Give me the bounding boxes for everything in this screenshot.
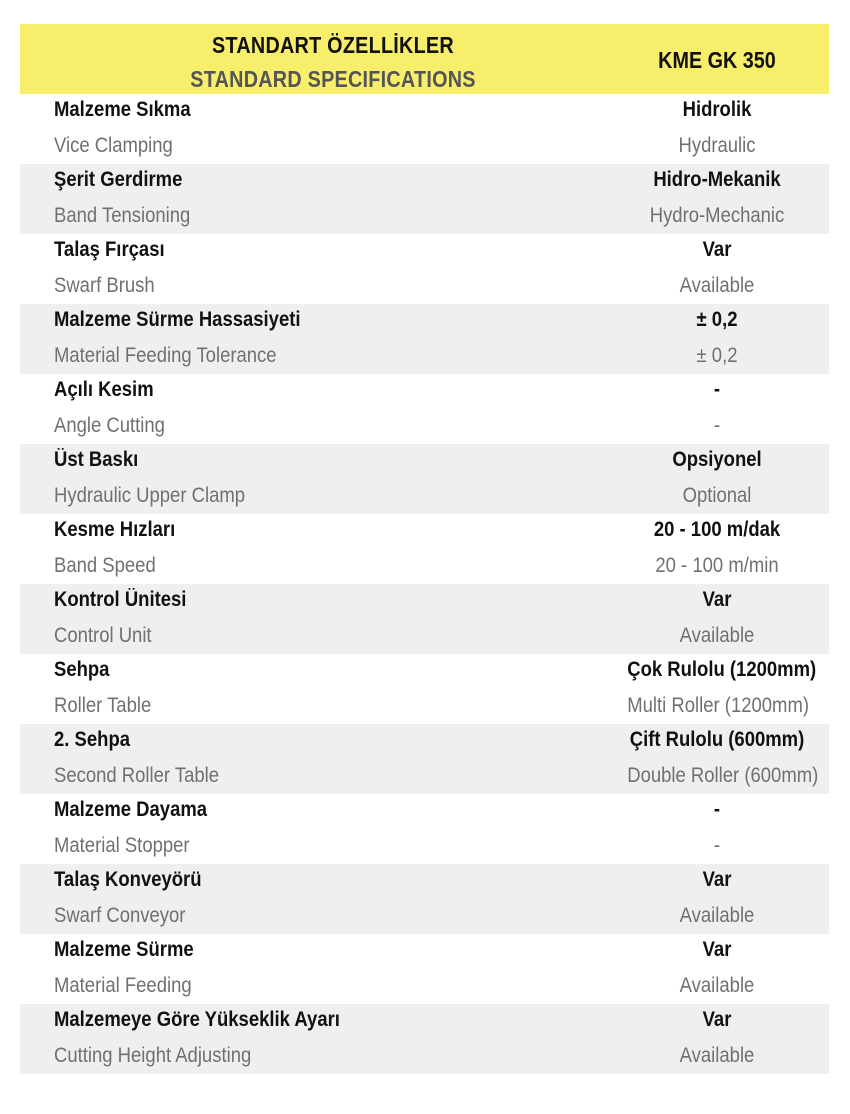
spec-row xyxy=(20,584,829,654)
spec-value-en: ± 0,2 xyxy=(696,344,738,367)
spec-row xyxy=(20,864,829,934)
spec-value-tr: Var xyxy=(702,588,732,611)
spec-value-tr: Var xyxy=(702,238,732,261)
spec-value-en: Optional xyxy=(682,484,752,507)
spec-value-tr: Opsiyonel xyxy=(672,448,762,471)
spec-label-en: Swarf Conveyor xyxy=(54,904,186,927)
spec-label-en: Hydraulic Upper Clamp xyxy=(54,484,246,507)
spec-row xyxy=(20,164,829,234)
spec-label-tr: Sehpa xyxy=(54,658,110,681)
spec-value-tr: Var xyxy=(702,938,732,961)
spec-label-en: Material Feeding xyxy=(54,974,192,997)
spec-label-en: Control Unit xyxy=(54,624,152,647)
spec-row xyxy=(20,444,829,514)
spec-value-tr: - xyxy=(713,378,721,401)
spec-label-en: Band Tensioning xyxy=(54,204,191,227)
spec-value-en: Double Roller (600mm) xyxy=(627,764,819,787)
header-title-tr: STANDART ÖZELLİKLER xyxy=(212,32,454,58)
spec-label-tr: Talaş Fırçası xyxy=(54,238,165,261)
spec-value-en: - xyxy=(713,834,721,857)
spec-value-tr: Hidrolik xyxy=(682,98,752,121)
spec-row xyxy=(20,724,829,794)
spec-label-tr: Kontrol Ünitesi xyxy=(54,588,187,611)
spec-value-tr: ± 0,2 xyxy=(696,308,738,331)
spec-row xyxy=(20,234,829,304)
header-title-en: STANDARD SPECIFICATIONS xyxy=(190,66,476,92)
spec-row xyxy=(20,1004,829,1074)
spec-value-en: Multi Roller (1200mm) xyxy=(627,694,810,717)
spec-label-en: Roller Table xyxy=(54,694,152,717)
spec-value-en: 20 - 100 m/min xyxy=(655,554,779,577)
spec-row xyxy=(20,514,829,584)
spec-row xyxy=(20,304,829,374)
spec-value-tr: Hidro-Mekanik xyxy=(653,168,781,191)
spec-value-en: Available xyxy=(679,1044,755,1067)
spec-row xyxy=(20,794,829,864)
spec-label-tr: Kesme Hızları xyxy=(54,518,176,541)
spec-value-en: Available xyxy=(679,624,755,647)
spec-label-en: Band Speed xyxy=(54,554,156,577)
spec-row xyxy=(20,654,829,724)
spec-value-en: Available xyxy=(679,904,755,927)
spec-row xyxy=(20,934,829,1004)
header-model: KME GK 350 xyxy=(658,47,776,73)
spec-value-en: Hydro-Mechanic xyxy=(649,204,785,227)
spec-value-tr: Çok Rulolu (1200mm) xyxy=(627,658,817,681)
spec-label-en: Swarf Brush xyxy=(54,274,155,297)
spec-value-tr: Var xyxy=(702,1008,732,1031)
spec-label-tr: Malzemeye Göre Yükseklik Ayarı xyxy=(54,1008,340,1031)
spec-value-tr: Çift Rulolu (600mm) xyxy=(629,728,805,751)
spec-value-tr: - xyxy=(713,798,721,821)
spec-rows xyxy=(20,94,829,1074)
table-header xyxy=(20,24,829,94)
spec-value-en: Available xyxy=(679,974,755,997)
spec-row xyxy=(20,374,829,444)
spec-label-tr: Malzeme Dayama xyxy=(54,798,208,821)
spec-label-en: Vice Clamping xyxy=(54,134,173,157)
spec-value-en: Available xyxy=(679,274,755,297)
spec-label-tr: Şerit Gerdirme xyxy=(54,168,183,191)
spec-label-tr: Malzeme Sürme xyxy=(54,938,194,961)
spec-value-en: - xyxy=(713,414,721,437)
spec-value-en: Hydraulic xyxy=(678,134,756,157)
spec-label-tr: Malzeme Sürme Hassasiyeti xyxy=(54,308,301,331)
spec-label-tr: Üst Baskı xyxy=(54,448,139,471)
spec-label-en: Material Feeding Tolerance xyxy=(54,344,277,367)
spec-value-tr: Var xyxy=(702,868,732,891)
spec-label-en: Angle Cutting xyxy=(54,414,165,437)
spec-label-tr: Malzeme Sıkma xyxy=(54,98,191,121)
spec-label-tr: Talaş Konveyörü xyxy=(54,868,202,891)
spec-table xyxy=(20,24,829,1074)
spec-label-tr: Açılı Kesim xyxy=(54,378,154,401)
spec-value-tr: 20 - 100 m/dak xyxy=(653,518,781,541)
spec-label-en: Cutting Height Adjusting xyxy=(54,1044,252,1067)
spec-label-en: Second Roller Table xyxy=(54,764,220,787)
spec-label-en: Material Stopper xyxy=(54,834,190,857)
spec-label-tr: 2. Sehpa xyxy=(54,728,131,751)
spec-row xyxy=(20,94,829,164)
